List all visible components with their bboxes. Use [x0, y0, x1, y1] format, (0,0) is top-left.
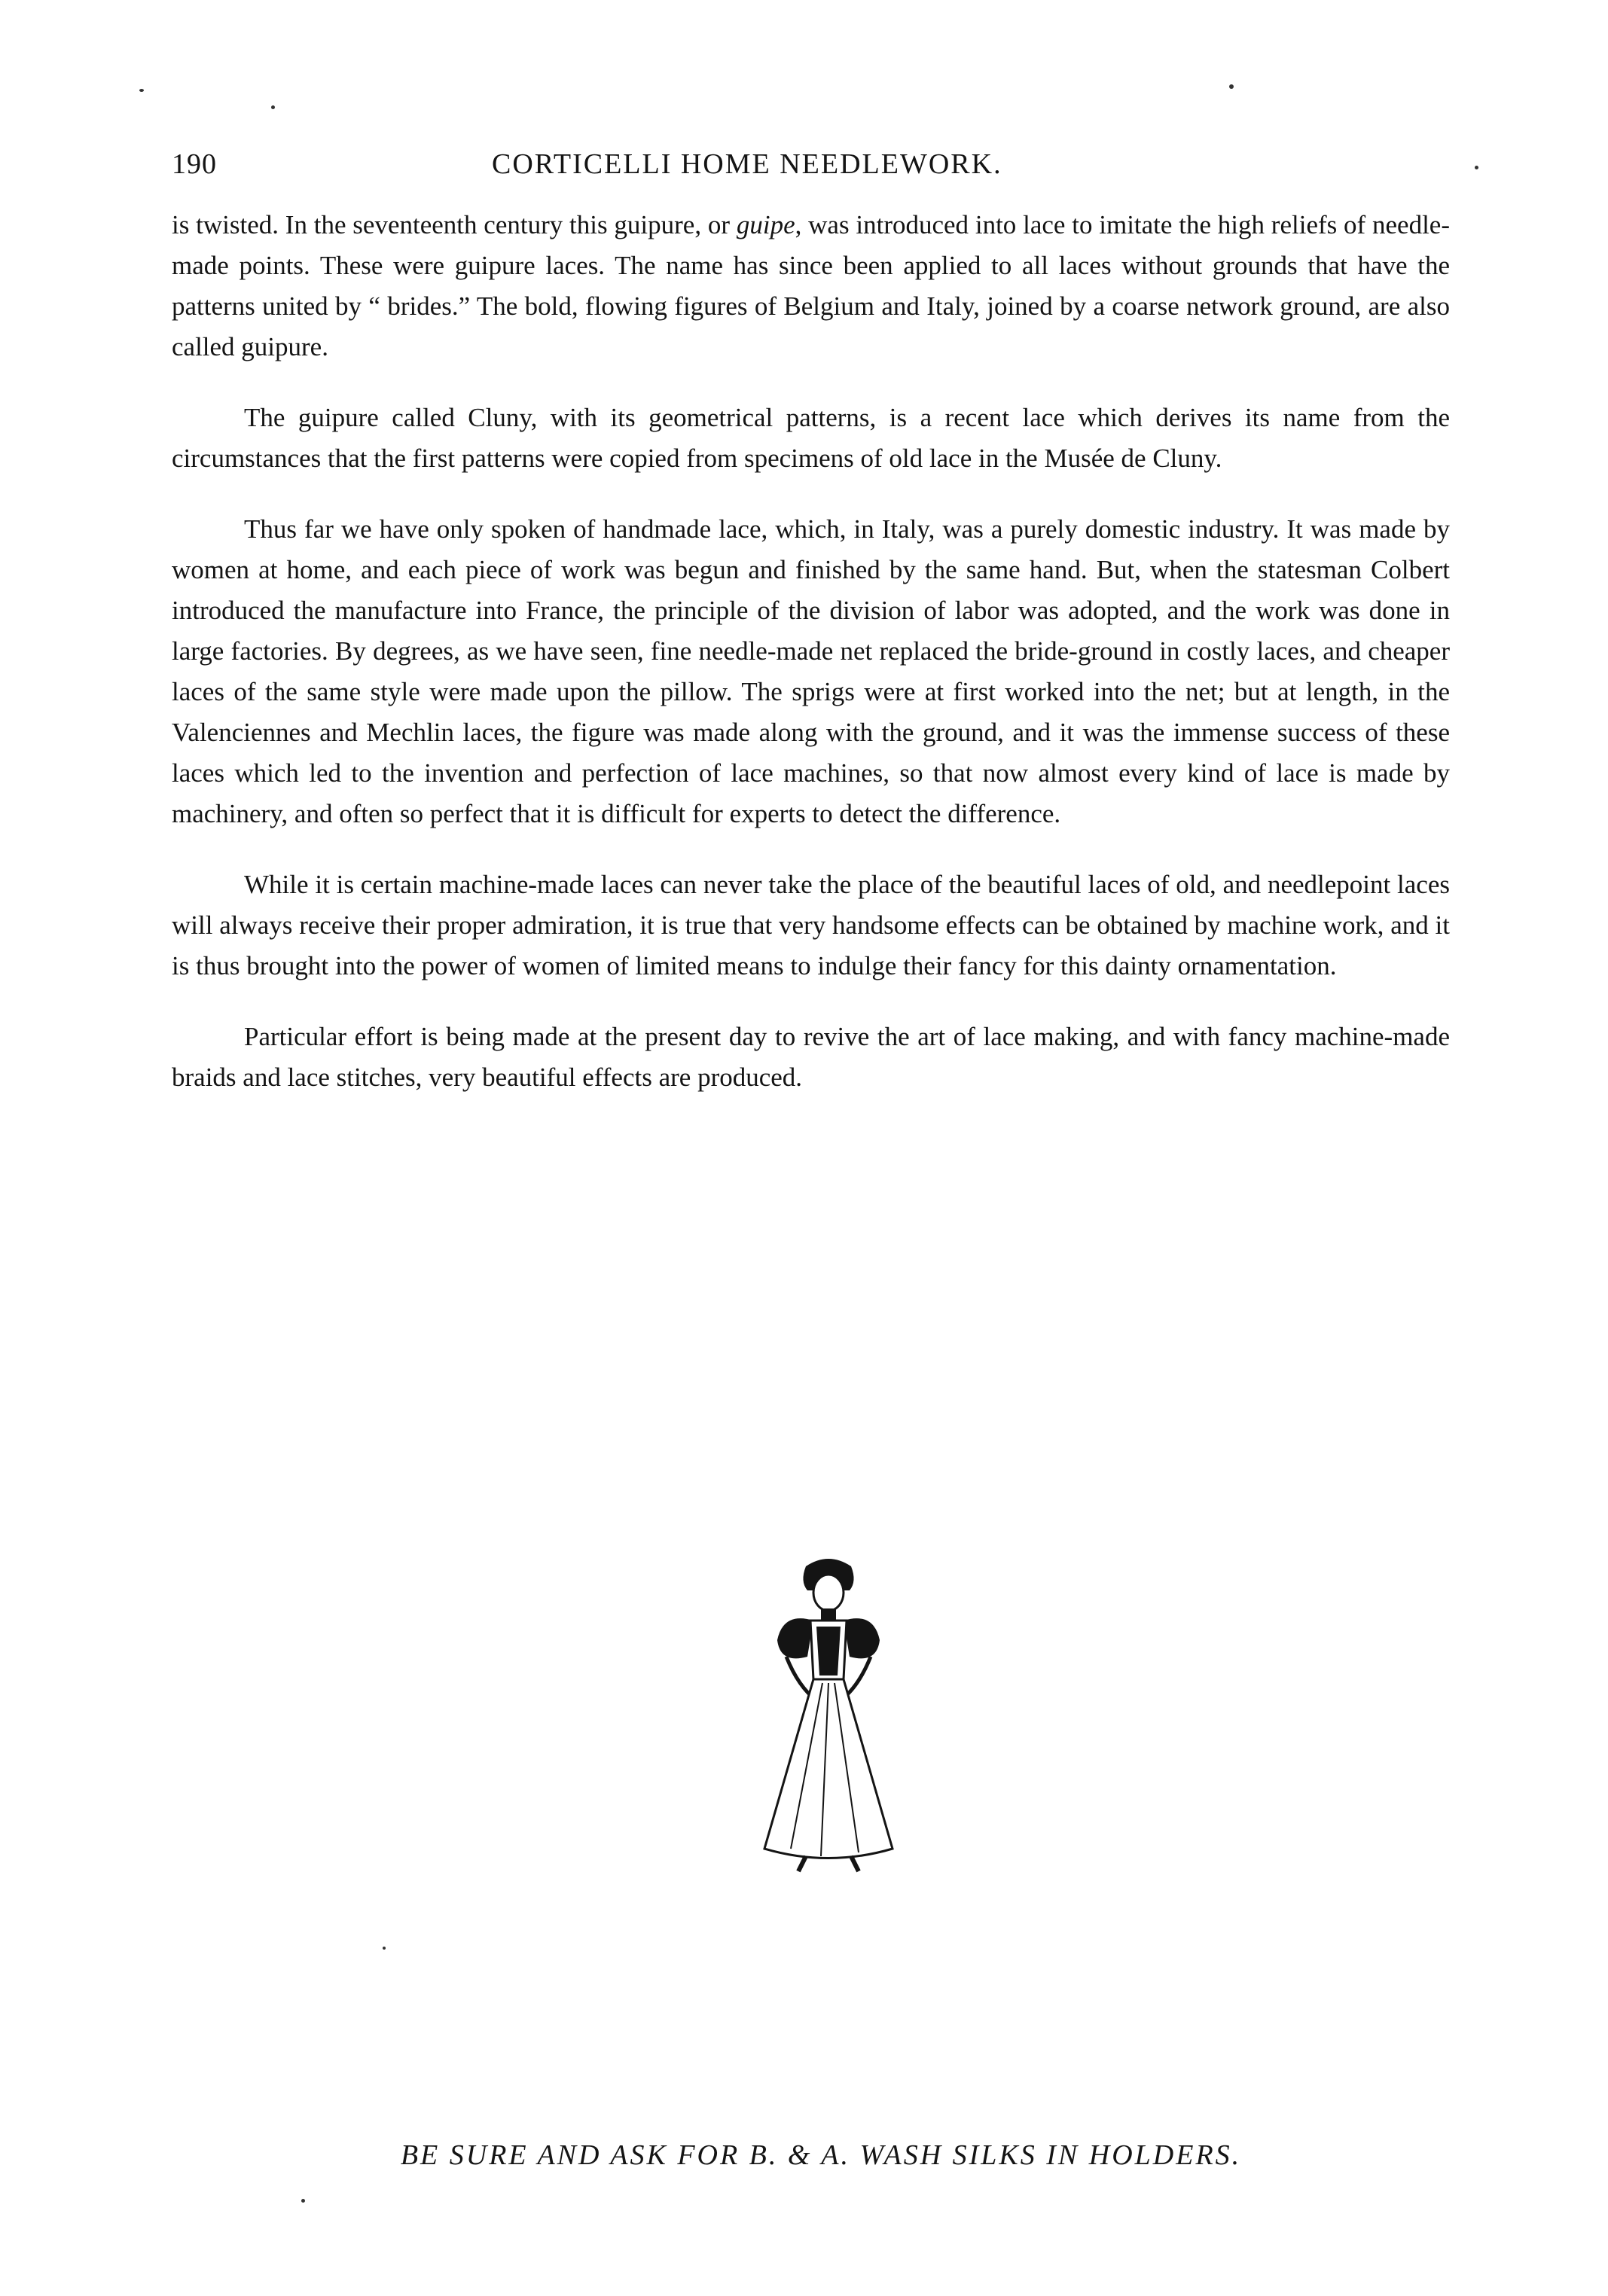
scan-speck	[383, 1947, 386, 1950]
left-sleeve	[777, 1618, 813, 1658]
paragraph-1-before: is twisted. In the seventeenth century this guipure, or	[172, 210, 737, 239]
skirt	[764, 1679, 892, 1858]
scan-speck	[301, 2199, 305, 2203]
bodice-panel	[816, 1627, 841, 1676]
paragraph-2: The guipure called Cluny, with its geometrical patterns, is a recent lace which derives its name from the circumstances that the first patterns were copied from specimens of old lace in the Musée de Cluny.	[172, 403, 1450, 473]
paragraph-3: Thus far we have only spoken of handmade lace, which, in Italy, was a purely domestic industry. It was made by women at home, and each piece of work was begun and finished by the same hand. But, when the statesman Colbert introduced the manufacture into France, the principle of the division of labor was adopted, and the work was done in large factories. By degrees, as we have seen, fine needle-made net replaced the bride-ground in costly laces, and cheaper laces of the same style were made upon the pillow. The sprigs were at first worked into the net; but at length, in the Valenciennes and Mechlin laces, the figure was made along with the ground, and it was the immense success of these laces which led to the invention and perfection of lace machines, so that now almost every kind of lace is made by machinery, and often so perfect that it is difficult for experts to detect the difference.	[172, 514, 1450, 828]
right-sleeve	[844, 1618, 880, 1658]
right-foot	[851, 1856, 859, 1871]
page-number: 190	[172, 148, 217, 180]
paragraph-1-italic: guipe	[736, 210, 795, 239]
collar	[821, 1608, 836, 1621]
paragraph-1	[172, 205, 1450, 367]
running-title: CORTICELLI HOME NEEDLEWORK.	[492, 148, 1002, 180]
left-foot	[798, 1856, 806, 1871]
page-header	[172, 148, 1452, 193]
footer-advertisement: BE SURE AND ASK FOR B. & A. WASH SILKS IN HOLDERS.	[400, 2139, 1242, 2171]
paragraph-5: Particular effort is being made at the present day to revive the art of lace making, and with fancy machine-made braids and lace stitches, very beautiful effects are produced.	[172, 1022, 1450, 1092]
scan-speck	[271, 105, 275, 109]
scan-speck	[139, 89, 144, 92]
scan-speck	[1475, 166, 1478, 169]
body-text	[172, 205, 1450, 1128]
paragraph-1-after: , was introduced into lace to imitate the high reliefs of needle-made points. These were guipure laces. The name has since been applied to all laces without grounds that have the patterns united by “ brides.” The bold, flowing figures of Belgium and Italy, joined by a coarse network ground, are also called guipure.	[172, 210, 1450, 361]
paragraph-4: While it is certain machine-made laces can never take the place of the beautiful laces of old, and needlepoint laces will always receive their proper admiration, it is true that very handsome effects can be obtained by machine work, and it is thus brought into the power of women of limited means to indulge their fancy for this dainty ornamentation.	[172, 870, 1450, 980]
face	[813, 1575, 844, 1611]
scan-speck	[1229, 84, 1234, 89]
woman-illustration	[738, 1551, 919, 1883]
